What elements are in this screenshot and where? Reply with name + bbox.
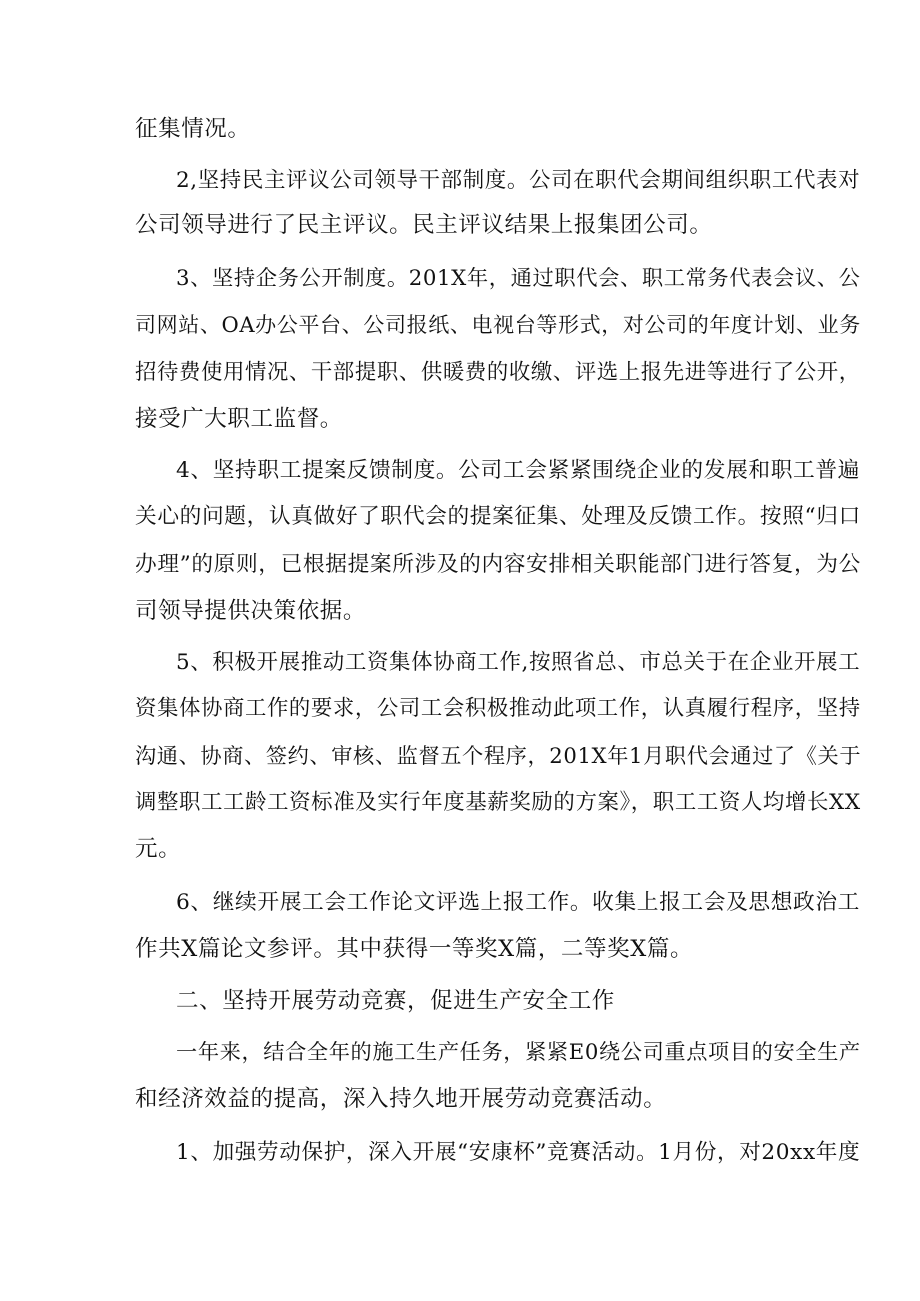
text-line: 和经济效益的提高，深入持久地开展劳动竞赛活动。 <box>135 1086 667 1112</box>
text-line: 调整职工工龄工资标准及实行年度基薪奖励的方案》，职工工资人均增长XX <box>135 790 861 815</box>
text-line: 司网站、OA办公平台、公司报纸、电视台等形式，对公司的年度计划、业务 <box>135 312 861 337</box>
text-line: 元。 <box>135 836 182 862</box>
text-line: 3、坚持企务公开制度。201X年，通过职代会、职工常务代表会议、公 <box>176 266 861 291</box>
text-line: 5、积极开展推动工资集体协商工作,按照省总、市总关于在企业开展工 <box>176 650 861 675</box>
section-heading: 二、坚持开展劳动竞赛，促进生产安全工作 <box>176 988 615 1014</box>
text-line: 招待费使用情况、干部提职、供暖费的收缴、评选上报先进等进行了公开， <box>135 360 861 385</box>
text-line: 资集体协商工作的要求，公司工会积极推动此项工作，认真履行程序，坚持 <box>135 696 861 721</box>
text-line: 征集情况。 <box>135 116 251 142</box>
text-line: 沟通、协商、签约、审核、监督五个程序，201X年1月职代会通过了《关于 <box>135 744 862 769</box>
text-line: 公司领导进行了民主评议。民主评议结果上报集团公司。 <box>135 212 713 238</box>
text-line: 6、继续开展工会工作论文评选上报工作。收集上报工会及思想政治工 <box>176 890 860 915</box>
text-line: 2,坚持民主评议公司领导干部制度。公司在职代会期间组织职工代表对 <box>176 168 861 193</box>
text-line: 司领导提供决策依据。 <box>135 598 367 624</box>
text-line: 接受广大职工监督。 <box>135 406 343 432</box>
text-line: 关心的问题，认真做好了职代会的提案征集、处理及反馈工作。按照“归口 <box>135 504 861 529</box>
text-line: 一年来，结合全年的施工生产任务，紧紧E0绕公司重点项目的安全生产 <box>176 1040 861 1065</box>
text-line: 4、坚持职工提案反馈制度。公司工会紧紧围绕企业的发展和职工普遍 <box>176 458 860 483</box>
text-line: 1、加强劳动保护，深入开展“安康杯”竞赛活动。1月份，对20xx年度 <box>176 1140 861 1165</box>
text-line: 办理”的原则，已根据提案所涉及的内容安排相关职能部门进行答复，为公 <box>135 552 861 577</box>
text-line: 作共X篇论文参评。其中获得一等奖X篇，二等奖X篇。 <box>135 936 694 962</box>
